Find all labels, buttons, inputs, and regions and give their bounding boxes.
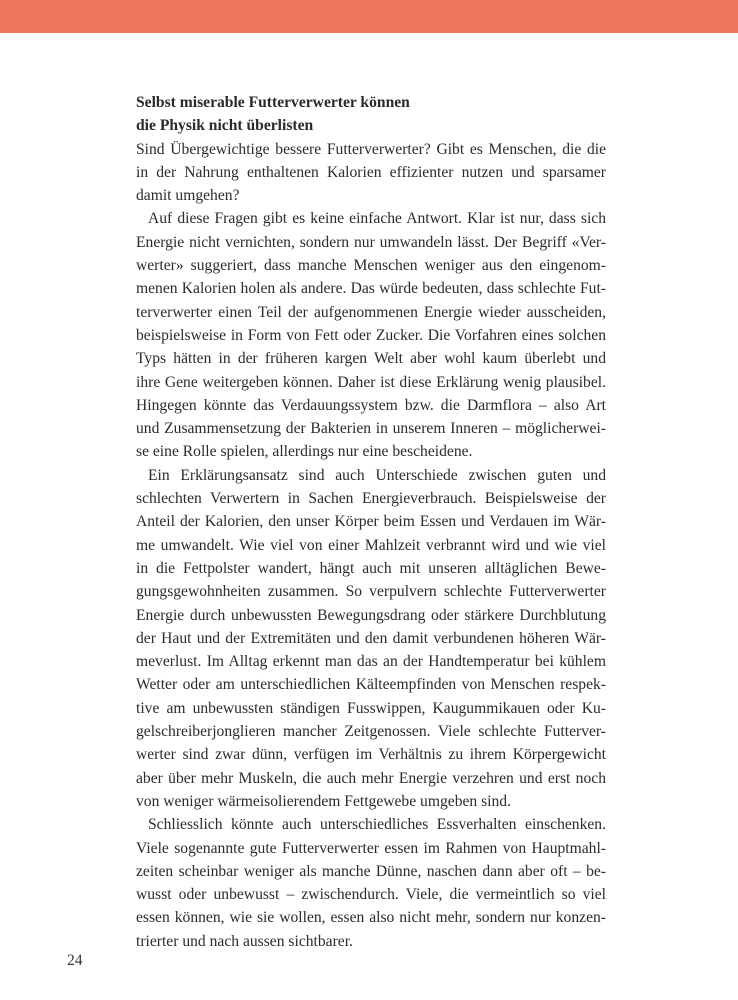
- text-line: Auf diese Fragen gibt es keine einfache Antwort. Klar ist nur, dass sich: [148, 210, 606, 228]
- text-line: trierter und nach aussen sichtbarer.: [136, 932, 353, 950]
- text-line: me umwandelt. Wie viel von einer Mahlzeit verbrannt wird und wie viel: [136, 536, 606, 554]
- text-line: gungsgewohnheiten zusammen. So verpulvern schlechte Futterverwerter: [136, 583, 606, 601]
- text-line: werter sind zwar dünn, verfügen im Verhältnis zu ihrem Körpergewicht: [136, 746, 606, 764]
- text-line: terverwerter einen Teil der aufgenommenen Energie wieder ausscheiden,: [136, 303, 606, 321]
- text-line: essen können, wie sie wollen, essen also nicht mehr, sondern nur konzen-: [136, 909, 606, 927]
- text-line: wusst oder unbewusst – zwischendurch. Viele, die vermeintlich so viel: [136, 886, 606, 904]
- text-line: menen Kalorien holen als andere. Das würde bedeuten, dass schlechte Fut-: [136, 280, 606, 298]
- paragraph-consumption: [136, 464, 606, 813]
- section-heading: [136, 91, 606, 138]
- text-line: Viele sogenannte gute Futterverwerter essen im Rahmen von Hauptmahl-: [136, 839, 606, 857]
- text-line: Schliesslich könnte auch unterschiedliches Essverhalten einschenken.: [148, 816, 606, 834]
- text-line: werter» suggeriert, dass manche Menschen weniger aus den eingenom-: [136, 257, 606, 275]
- text-line: der Haut und der Extremitäten und den damit verbundenen höheren Wär-: [136, 629, 606, 647]
- paragraph-eating-behavior: [136, 813, 606, 953]
- header-color-band: [0, 0, 738, 33]
- text-line: Hingegen könnte das Verdauungssystem bzw. die Darmflora – also Art: [136, 396, 606, 414]
- text-line: Sind Übergewichtige bessere Futterverwerter? Gibt es Menschen, die die: [136, 140, 606, 158]
- text-line: schlechten Verwertern in Sachen Energieverbrauch. Beispielsweise der: [136, 490, 606, 508]
- text-line: in der Nahrung enthaltenen Kalorien effizienter nutzen und sparsamer: [136, 163, 606, 181]
- text-line: Typs hätten in der früheren kargen Welt aber wohl kaum überlebt und: [136, 350, 606, 368]
- text-line: ihre Gene weitergeben können. Daher ist diese Erklärung wenig plausibel.: [136, 373, 606, 391]
- text-line: aber über mehr Muskeln, die auch mehr Energie verzehren und erst noch: [136, 769, 606, 787]
- text-line: zeiten scheinbar weniger als manche Dünne, naschen dann aber oft – be-: [136, 862, 606, 880]
- text-line: Wetter oder am unterschiedlichen Kälteempfinden von Menschen respek-: [136, 676, 606, 694]
- heading-line: Selbst miserable Futterverwerter können: [136, 94, 410, 111]
- text-line: Anteil der Kalorien, den unser Körper beim Essen und Verdauen im Wär-: [136, 513, 606, 531]
- page-number: 24: [67, 952, 83, 969]
- text-line: Ein Erklärungsansatz sind auch Unterschiede zwischen guten und: [148, 466, 606, 484]
- text-line: Energie nicht vernichten, sondern nur umwandeln lässt. Der Begriff «Ver-: [136, 233, 606, 251]
- page-body: [136, 91, 606, 953]
- text-line: damit umgehen?: [136, 187, 240, 205]
- text-line: se eine Rolle spielen, allerdings nur eine bescheidene.: [136, 443, 473, 461]
- heading-line: die Physik nicht überlisten: [136, 117, 314, 135]
- text-line: von weniger wärmeisolierendem Fettgewebe umgeben sind.: [136, 792, 512, 810]
- text-line: Energie durch unbewussten Bewegungsdrang oder stärkere Durchblutung: [136, 606, 606, 624]
- text-line: in die Fettpolster wandert, hängt auch mit unseren alltäglichen Bewe-: [136, 559, 606, 577]
- text-line: meverlust. Im Alltag erkennt man das an der Handtemperatur bei kühlem: [136, 653, 606, 671]
- text-line: beispielsweise in Form von Fett oder Zucker. Die Vorfahren eines solchen: [136, 326, 606, 344]
- text-line: tive am unbewussten ständigen Fusswippen, Kaugummikauen oder Ku-: [136, 699, 606, 717]
- text-line: gelschreiberjonglieren mancher Zeitgenossen. Viele schlechte Futterver-: [136, 723, 606, 741]
- paragraph-intro: [136, 138, 606, 208]
- text-line: und Zusammensetzung der Bakterien in unserem Inneren – möglicherwei-: [136, 420, 606, 438]
- paragraph-energy: [136, 207, 606, 463]
